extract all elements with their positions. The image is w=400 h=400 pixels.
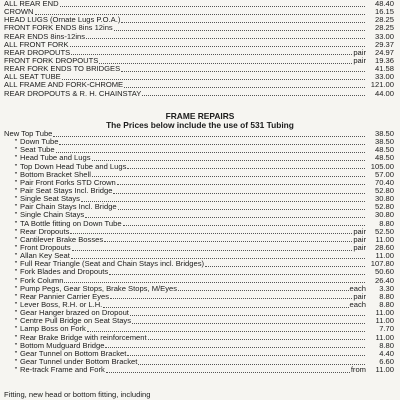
- ditto-mark: ": [14, 186, 18, 195]
- price-row: [4, 342, 394, 350]
- item-name-text: ALL REAR END: [4, 0, 59, 8]
- item-name-text: Down Tube: [20, 138, 59, 147]
- price-row: [4, 366, 394, 374]
- item-name-text: New Top Tube: [4, 130, 53, 138]
- price-row: [4, 171, 394, 179]
- item-name: [4, 293, 109, 301]
- item-name: [4, 236, 103, 244]
- item-name-text: Lever Boss, R.H. or L.H.: [20, 300, 103, 309]
- item-price: 105.00: [370, 162, 394, 171]
- item-price: 19.36: [374, 56, 394, 65]
- item-name: [4, 16, 120, 24]
- item-name: [4, 228, 69, 236]
- item-price: 48.50: [374, 154, 394, 163]
- item-price: 52.50: [374, 227, 394, 236]
- ditto-mark: ": [14, 243, 18, 252]
- item-price: 8.80: [379, 300, 394, 309]
- item-price: 33.00: [374, 32, 394, 41]
- item-name: [4, 41, 69, 49]
- item-name-text: REAR FORK ENDS TO BRIDGES: [4, 65, 121, 74]
- price-unit: pair: [353, 227, 366, 236]
- ditto-mark: ": [14, 260, 18, 269]
- ditto-mark: ": [14, 300, 18, 309]
- price-row: [4, 211, 394, 219]
- item-price: 38.50: [374, 138, 394, 147]
- item-price: 3.30: [379, 284, 394, 293]
- item-name-text: Rear Dropouts: [20, 227, 70, 236]
- ditto-mark: ": [14, 138, 18, 147]
- item-name-text: CROWN: [4, 8, 34, 17]
- price-row: [4, 0, 394, 8]
- item-name-text: Rear Pannier Carrier Eyes: [20, 292, 110, 301]
- ditto-mark: ": [14, 162, 18, 171]
- item-name: [4, 187, 112, 195]
- leader-dots: [132, 323, 365, 324]
- price-row: [4, 195, 394, 203]
- leader-dots: [72, 250, 353, 251]
- price-unit: pair: [353, 56, 366, 65]
- price-row: [4, 293, 394, 301]
- item-name-text: Fork Column: [20, 276, 64, 285]
- item-name-text: Full Rear Triangle (Seat and Chain Stays incl. Bridges): [20, 260, 205, 269]
- leader-dots: [121, 22, 365, 23]
- item-name-text: Gear Tunnel under Bottom Bracket: [20, 357, 138, 366]
- leader-dots: [114, 30, 365, 31]
- leader-dots: [71, 258, 365, 259]
- item-price: 28.60: [374, 243, 394, 252]
- item-name-text: Cantilever Brake Bosses: [20, 235, 104, 244]
- item-name: [4, 179, 116, 187]
- price-row: [4, 57, 394, 65]
- price-row: [4, 16, 394, 24]
- item-name: [4, 163, 126, 171]
- price-row: [4, 358, 394, 366]
- leader-dots: [123, 225, 365, 226]
- leader-dots: [118, 209, 365, 210]
- price-row: [4, 334, 394, 342]
- leader-dots: [99, 63, 352, 64]
- item-name-text: Pump Pegs, Gear Stops, Brake Stops, M/Eyes: [20, 284, 178, 293]
- item-name-text: Allan Key Seat: [20, 252, 70, 261]
- price-unit: each: [349, 300, 366, 309]
- item-price: 30.80: [374, 211, 394, 220]
- item-name: [4, 130, 52, 138]
- item-price: 70.40: [374, 178, 394, 187]
- item-name: [4, 334, 147, 342]
- ditto-mark: ": [14, 178, 18, 187]
- ditto-mark: ": [14, 325, 18, 334]
- item-price: 41.58: [374, 65, 394, 74]
- item-price: 11.00: [375, 366, 394, 375]
- item-price: 16.15: [374, 8, 394, 17]
- item-name-text: REAR DROPOUTS: [4, 48, 71, 57]
- ditto-mark: ": [14, 333, 18, 342]
- item-name: [4, 146, 55, 154]
- item-name-text: Single Seat Stays: [20, 195, 80, 204]
- leader-dots: [81, 201, 365, 202]
- item-price: 11.00: [375, 317, 394, 326]
- item-name-text: Single Chain Stays: [20, 211, 85, 220]
- section-title: FRAME REPAIRS: [165, 111, 235, 121]
- item-price: 6.60: [379, 357, 394, 366]
- section-subtitle: The Prices below include the use of 531 Tubing: [106, 120, 294, 130]
- item-price: 33.00: [374, 73, 394, 82]
- item-name: [4, 171, 91, 179]
- item-name-text: Gear Tunnel on Bottom Bracket: [20, 349, 127, 358]
- leader-dots: [86, 38, 365, 39]
- item-name: [4, 325, 86, 333]
- item-name-text: Rear Brake Bridge with reinforcement: [20, 333, 147, 342]
- price-row: [4, 130, 394, 138]
- price-unit: pair: [353, 243, 366, 252]
- item-price: 24.97: [374, 48, 394, 57]
- price-row: [4, 187, 394, 195]
- price-row: [4, 65, 394, 73]
- footer-note: Fitting, new head or bottom fitting, including: [4, 390, 151, 399]
- item-name-text: ALL FRAME AND FORK-CHROME: [4, 81, 124, 90]
- price-unit: from: [350, 366, 366, 375]
- item-name: [4, 57, 98, 65]
- price-row: [4, 179, 394, 187]
- item-price: 8.80: [379, 219, 394, 228]
- item-name-text: Lamp Boss on Fork: [20, 325, 86, 334]
- item-price: 26.40: [374, 276, 394, 285]
- item-name: [4, 268, 108, 276]
- ditto-mark: ": [14, 349, 18, 358]
- price-row: [4, 8, 394, 16]
- price-row: [4, 317, 394, 325]
- item-name-text: REAR ENDS 8ins-12ins: [4, 32, 86, 41]
- leader-dots: [59, 144, 365, 145]
- leader-dots: [124, 87, 365, 88]
- item-name: [4, 252, 70, 260]
- item-name-text: ALL SEAT TUBE: [4, 73, 61, 82]
- price-row: [4, 277, 394, 285]
- leader-dots: [127, 168, 365, 169]
- price-row: [4, 350, 394, 358]
- item-name: [4, 244, 71, 252]
- item-name-text: Head Tube and Lugs: [20, 154, 91, 163]
- price-row: [4, 90, 394, 98]
- item-price: 4.40: [379, 349, 394, 358]
- item-name-text: Seat Tube: [20, 146, 55, 155]
- item-name-text: Pair Chain Stays Incl. Bridge: [20, 203, 117, 212]
- price-row: [4, 309, 394, 317]
- item-name: [4, 220, 122, 228]
- item-name: [4, 73, 61, 81]
- item-price: 44.00: [374, 89, 394, 98]
- ditto-mark: ": [14, 170, 18, 179]
- item-price: 11.00: [375, 333, 394, 342]
- leader-dots: [70, 46, 365, 47]
- leader-dots: [103, 307, 348, 308]
- item-name-text: FRONT FORK ENDS 8ins 12ins: [4, 24, 113, 33]
- item-price: 38.50: [374, 130, 394, 138]
- leader-dots: [105, 347, 365, 348]
- item-name: [4, 49, 70, 57]
- item-price: 29.37: [374, 40, 394, 49]
- item-name-text: ALL FRONT FORK: [4, 40, 69, 49]
- leader-dots: [104, 241, 352, 242]
- item-name: [4, 285, 177, 293]
- price-row: [4, 301, 394, 309]
- ditto-mark: ": [14, 203, 18, 212]
- ditto-mark: ": [14, 195, 18, 204]
- item-name-text: HEAD LUGS (Ornate Lugs P.O.A.): [4, 16, 121, 25]
- leader-dots: [56, 152, 365, 153]
- item-price: 8.80: [379, 341, 394, 350]
- price-row: [4, 154, 394, 162]
- item-name: [4, 138, 58, 146]
- leader-dots: [70, 233, 352, 234]
- price-unit: pair: [353, 48, 366, 57]
- ditto-mark: ": [14, 366, 18, 375]
- item-price: 11.00: [375, 252, 394, 261]
- item-name: [4, 24, 113, 32]
- leader-dots: [64, 282, 365, 283]
- item-price: 28.25: [374, 24, 394, 33]
- item-name: [4, 33, 85, 41]
- price-row: [4, 244, 394, 252]
- item-name-text: Bottom Mudguard Bridge: [20, 341, 105, 350]
- price-unit: pair: [353, 292, 366, 301]
- leader-dots: [142, 95, 365, 96]
- leader-dots: [178, 290, 349, 291]
- price-row: [4, 49, 394, 57]
- item-price: 11.00: [375, 309, 394, 318]
- price-row: [4, 252, 394, 260]
- leader-dots: [60, 6, 365, 7]
- ditto-mark: ": [14, 252, 18, 261]
- item-price: 50.60: [374, 268, 394, 277]
- item-name: [4, 277, 63, 285]
- item-price: 48.50: [374, 146, 394, 155]
- item-price: 30.80: [374, 195, 394, 204]
- ditto-mark: ": [14, 341, 18, 350]
- price-row: [4, 163, 394, 171]
- leader-dots: [127, 355, 365, 356]
- ditto-mark: ": [14, 227, 18, 236]
- price-row: [4, 73, 394, 81]
- price-row: [4, 138, 394, 146]
- price-row: [4, 146, 394, 154]
- leader-dots: [130, 315, 365, 316]
- price-row: [4, 236, 394, 244]
- item-price: 52.80: [374, 203, 394, 212]
- item-price: 11.00: [375, 235, 394, 244]
- item-name-text: Re-track Frame and Fork: [20, 366, 105, 375]
- leader-dots: [35, 14, 365, 15]
- leader-dots: [71, 54, 352, 55]
- item-name-text: Pair Seat Stays Incl. Bridge: [20, 186, 113, 195]
- ditto-mark: ": [14, 235, 18, 244]
- item-name-text: Pair Front Forks STD Crown: [20, 178, 116, 187]
- item-name-text: Fork Blades and Dropouts: [20, 268, 109, 277]
- leader-dots: [106, 372, 350, 373]
- price-row: [4, 220, 394, 228]
- leader-dots: [85, 217, 365, 218]
- ditto-mark: ": [14, 357, 18, 366]
- item-name: [4, 81, 123, 89]
- leader-dots: [92, 176, 365, 177]
- item-name: [4, 350, 126, 358]
- item-name: [4, 65, 120, 73]
- price-unit: each: [349, 284, 366, 293]
- item-name-text: Bottom Bracket Shell: [20, 170, 91, 179]
- item-name: [4, 342, 104, 350]
- item-name: [4, 195, 80, 203]
- item-name-text: REAR DROPOUTS & R. H. CHAINSTAY: [4, 89, 142, 98]
- leader-dots: [87, 331, 365, 332]
- item-price: 8.80: [379, 292, 394, 301]
- item-name: [4, 358, 137, 366]
- chrome-price-list: [4, 0, 394, 98]
- ditto-mark: ": [14, 219, 18, 228]
- leader-dots: [109, 274, 365, 275]
- ditto-mark: ": [14, 309, 18, 318]
- ditto-mark: ": [14, 154, 18, 163]
- ditto-mark: ": [14, 276, 18, 285]
- price-row: [4, 325, 394, 333]
- ditto-mark: ": [14, 211, 18, 220]
- leader-dots: [138, 364, 365, 365]
- item-price: 48.40: [374, 0, 394, 8]
- item-name: [4, 90, 141, 98]
- ditto-mark: ": [14, 268, 18, 277]
- item-price: 121.00: [370, 81, 394, 90]
- price-row: [4, 81, 394, 89]
- price-row: [4, 24, 394, 32]
- item-name-text: Front Dropouts: [20, 243, 71, 252]
- item-name-text: Top Down Head Tube and Lugs: [20, 162, 127, 171]
- price-row: [4, 268, 394, 276]
- item-name: [4, 154, 91, 162]
- item-name: [4, 8, 34, 16]
- price-row: [4, 203, 394, 211]
- leader-dots: [148, 339, 365, 340]
- leader-dots: [110, 298, 352, 299]
- leader-dots: [205, 266, 365, 267]
- price-row: [4, 41, 394, 49]
- price-unit: pair: [353, 235, 366, 244]
- item-name: [4, 0, 59, 8]
- item-name: [4, 203, 117, 211]
- item-name: [4, 309, 129, 317]
- ditto-mark: ": [14, 292, 18, 301]
- ditto-mark: ": [14, 284, 18, 293]
- leader-dots: [121, 71, 365, 72]
- item-name: [4, 366, 105, 374]
- frame-repairs-price-list: [4, 130, 394, 374]
- item-price: 7.70: [379, 325, 394, 334]
- item-name: [4, 301, 102, 309]
- item-price: 52.80: [374, 186, 394, 195]
- leader-dots: [53, 136, 365, 137]
- leader-dots: [113, 193, 365, 194]
- item-name: [4, 211, 84, 219]
- item-price: 28.25: [374, 16, 394, 25]
- ditto-mark: ": [14, 146, 18, 155]
- price-row: [4, 228, 394, 236]
- leader-dots: [62, 79, 365, 80]
- item-name: [4, 260, 204, 268]
- price-row: [4, 33, 394, 41]
- leader-dots: [117, 184, 365, 185]
- price-row: [4, 260, 394, 268]
- item-name-text: Centre Pull Bridge on Seat Stays: [20, 317, 132, 326]
- item-price: 57.00: [374, 170, 394, 179]
- item-name-text: FRONT FORK DROPOUTS: [4, 56, 99, 65]
- item-price: 107.80: [370, 260, 394, 269]
- ditto-mark: ": [14, 317, 18, 326]
- item-name: [4, 317, 131, 325]
- price-row: [4, 285, 394, 293]
- item-name-text: TA Bottle fitting on Down Tube: [20, 219, 122, 228]
- leader-dots: [92, 160, 365, 161]
- item-name-text: Gear Hanger brazed on Dropout: [20, 309, 129, 318]
